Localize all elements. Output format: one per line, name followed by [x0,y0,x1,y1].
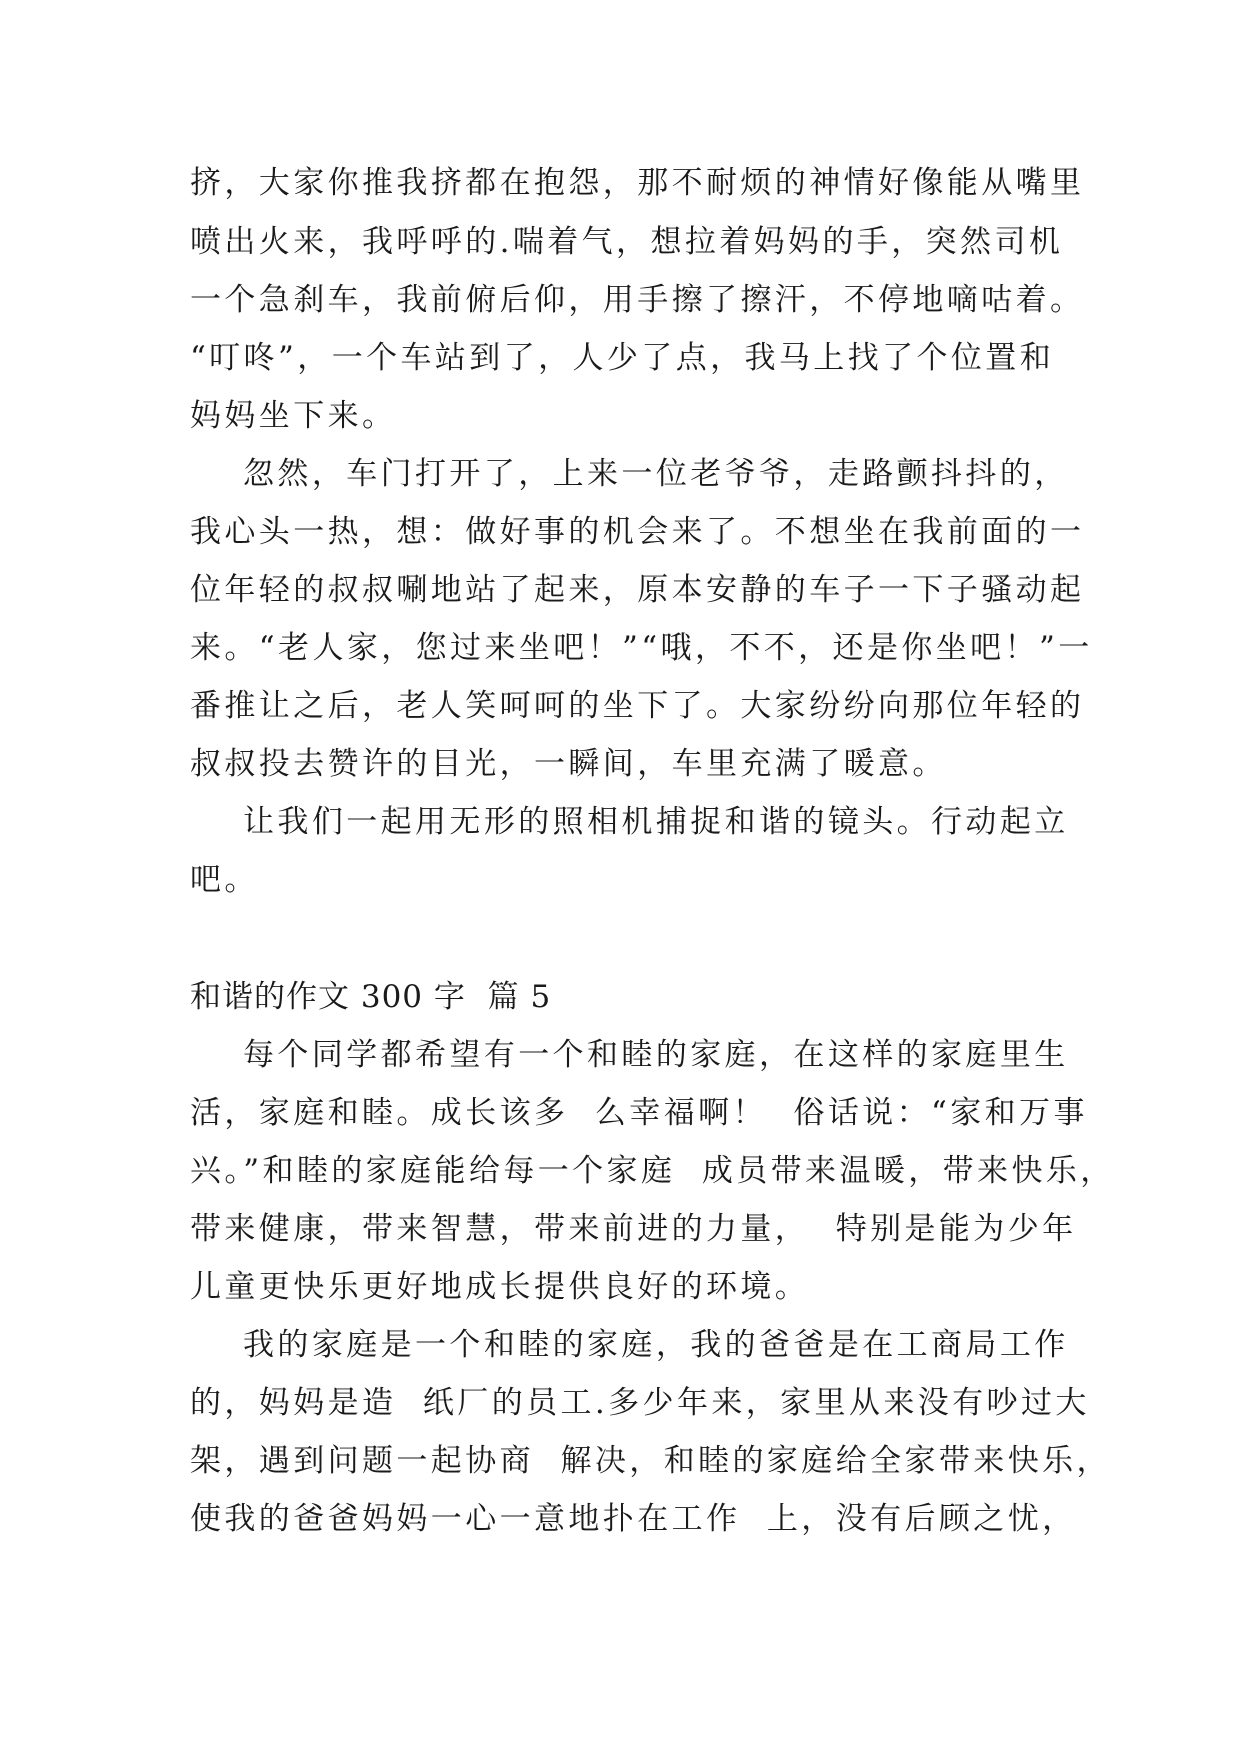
text-line: 位年轻的叔叔唰地站了起来，原本安静的车子一下子骚动起 [190,572,1085,608]
text-line: “叮咚”，一个车站到了，人少了点，我马上找了个位置和 [190,340,1055,376]
text-line: 来。“老人家，您过来坐吧！”“哦，不不，还是你坐吧！”一 [190,630,1093,666]
text-line: 的，妈妈是造 纸厂的员工.多少年来，家里从来没有吵过大 [190,1385,1090,1421]
text-line: 挤，大家你推我挤都在抱怨，那不耐烦的神情好像能从嘴里 [190,165,1085,201]
paragraph-first-line: 忽然，车门打开了，上来一位老爷爷，走路颤抖抖的， [190,456,1069,492]
text-line: 妈妈坐下来。 [190,398,397,434]
paragraph-first-line: 我的家庭是一个和睦的家庭，我的爸爸是在工商局工作 [190,1327,1069,1363]
text-line: 我心头一热，想：做好事的机会来了。不想坐在我前面的一 [190,514,1085,550]
text-line: 活，家庭和睦。成长该多 么幸福啊！ 俗话说：“家和万事 [190,1095,1088,1131]
text-line: 喷出火来，我呼呼的.喘着气，想拉着妈妈的手，突然司机 [190,224,1064,260]
text-line: 架，遇到问题一起协商 解决，和睦的家庭给全家带来快乐， [190,1443,1111,1479]
text-line: 番推让之后，老人笑呵呵的坐下了。大家纷纷向那位年轻的 [190,688,1085,724]
section-heading: 和谐的作文 300 字 篇 5 [190,979,552,1015]
text-line: 使我的爸爸妈妈一心一意地扑在工作 上，没有后顾之忧， [190,1501,1077,1537]
paragraph-first-line: 让我们一起用无形的照相机捕捉和谐的镜头。行动起立 [190,804,1069,840]
text-line: 吧。 [190,862,259,898]
text-line: 一个急刹车，我前俯后仰，用手擦了擦汗，不停地嘀咕着。 [190,282,1085,318]
text-line: 兴。”和睦的家庭能给每一个家庭 成员带来温暖，带来快乐， [190,1153,1115,1189]
text-line: 叔叔投去赞许的目光，一瞬间，车里充满了暖意。 [190,746,947,782]
text-line: 带来健康，带来智慧，带来前进的力量， 特别是能为少年 [190,1211,1077,1247]
paragraph-first-line: 每个同学都希望有一个和睦的家庭，在这样的家庭里生 [190,1037,1069,1073]
text-line: 儿童更快乐更好地成长提供良好的环境。 [190,1269,810,1305]
